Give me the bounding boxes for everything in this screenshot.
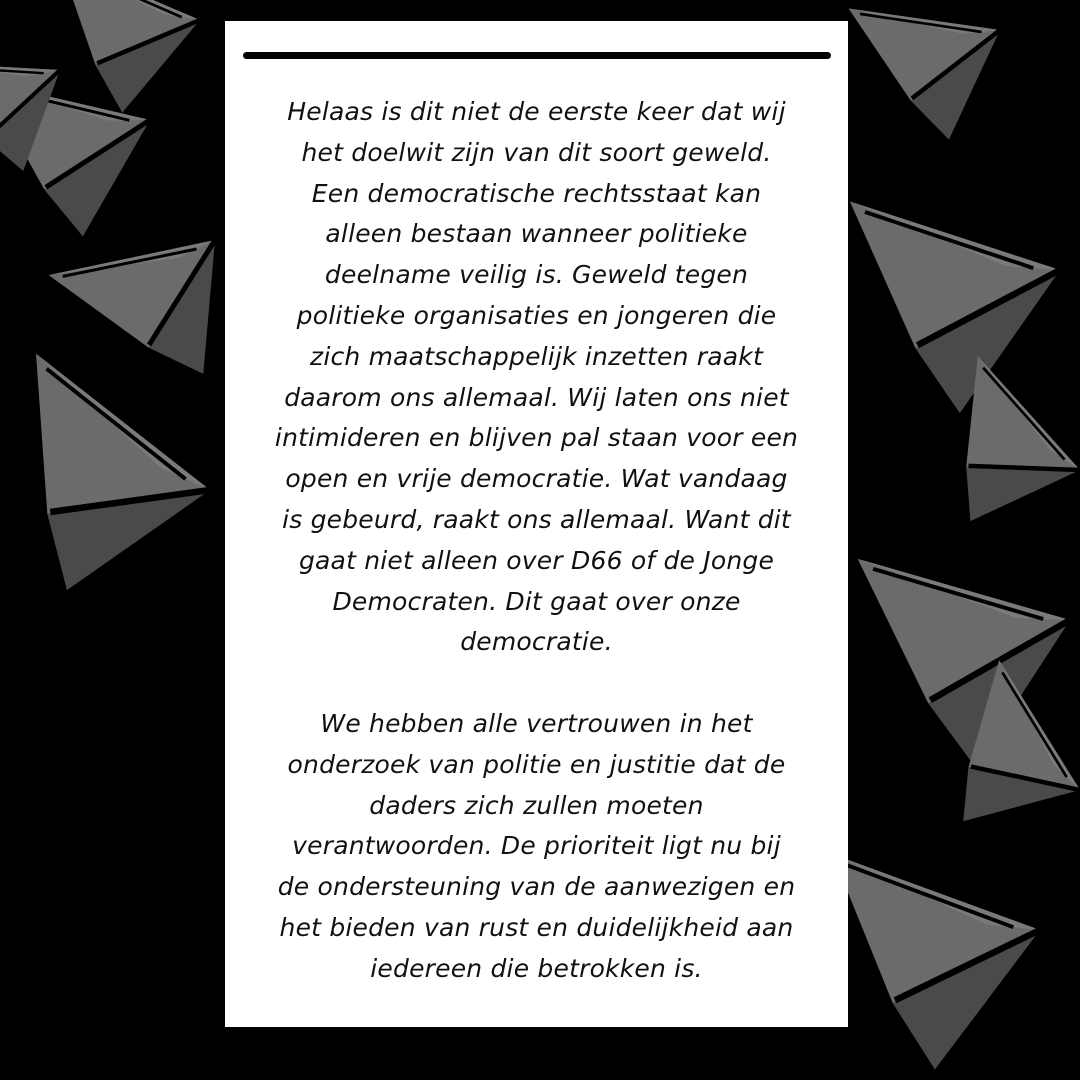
statement-text — [255, 92, 818, 990]
paper-plane-icon — [59, 0, 207, 117]
top-divider — [243, 52, 831, 59]
paper-plane-icon — [850, 168, 1080, 426]
statement-paragraph-1: Helaas is dit niet de eerste keer dat wij het doelwit zijn van dit soort geweld. Een democratische rechtsstaat kan alleen bestaan wanneer politieke deelname veilig is. Geweld tegen politieke organisaties en jongeren die zich maatschappelijk inzetten raakt daarom ons allemaal. Wij laten ons niet intimideren en blijven pal staan voor een open en vrije democratie. Wat vandaag is gebeurd, raakt ons allemaal. Want dit gaat niet alleen over D66 of de Jonge Democraten. Dit gaat over onze democratie. — [274, 97, 799, 657]
statement-card — [225, 21, 848, 1027]
paper-plane-icon — [832, 827, 1057, 1079]
statement-paragraph-2: We hebben alle vertrouwen in het onderzoek van politie en justitie dat de daders zich zullen moeten verantwoorden. De prioriteit ligt nu bij de ondersteuning van de aanwezigen en het bieden van rust en duidelijkheid aan iedereen die betrokken is. — [277, 708, 796, 983]
paper-plane-icon — [0, 354, 228, 612]
paper-plane-icon — [849, 0, 1030, 157]
